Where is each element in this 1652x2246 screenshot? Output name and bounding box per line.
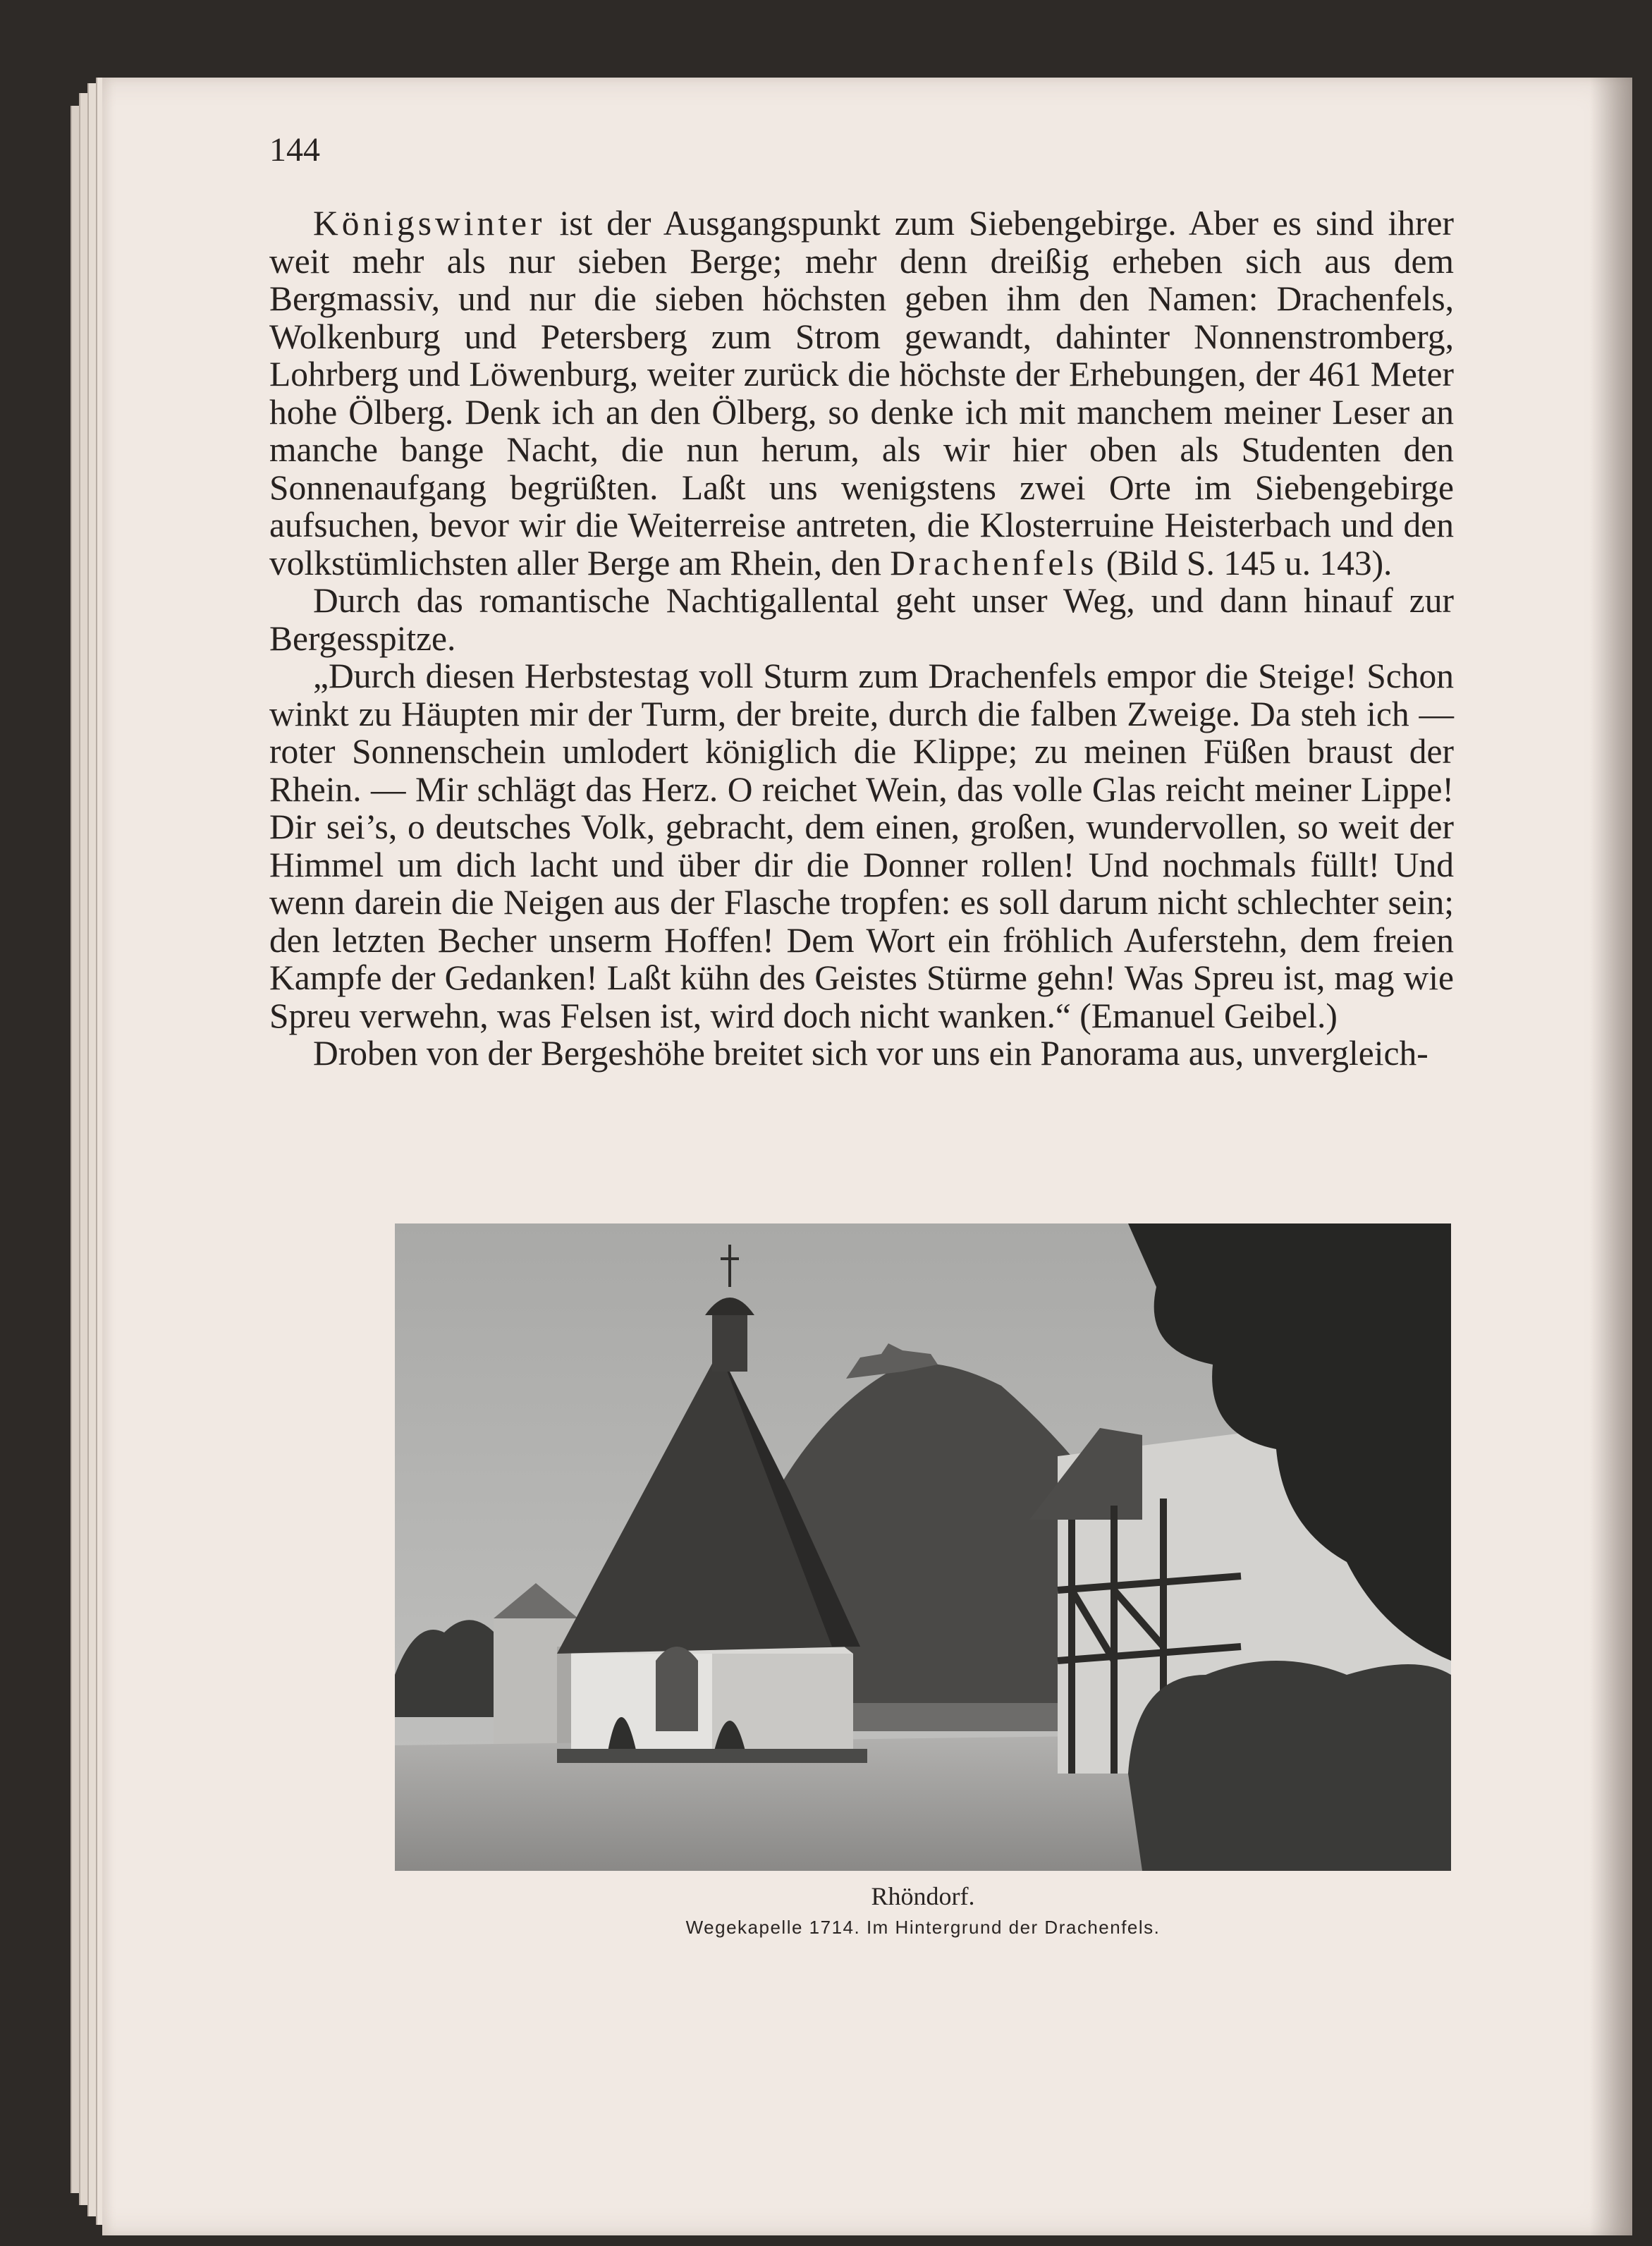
emphasized-term: Drachenfels — [890, 543, 1098, 582]
paragraph-text: (Bild S. 145 u. 143). — [1097, 543, 1393, 582]
book-spine-shadow — [1590, 78, 1632, 2235]
emphasized-term: Königswinter — [313, 204, 546, 243]
paragraph-text: „Durch diesen Herbstestag voll Sturm zum Drachenfels empor die Steige! Schon winkt zu Häupten mir der Turm, der breite, durch die falben Zweige. Da steh ich — roter Sonnenschein umlodert königlich die Klippe; zu meinen Füßen braust der Rhein. — Mir schlägt das Herz. O reichet Wein, das volle Glas reicht meiner Lippe! Dir sei’s, o deutsches Volk, gebracht, dem einen, großen, wundervollen, so weit der Himmel um dich lacht und über dir die Donner rollen! Und nochmals füllt! Und wenn darein die Neigen aus der Flasche tropfen: es soll darum nicht schlechter sein; den letzten Becher unserm Hoffen! Dem Wort ein fröhlich Auferstehn, dem freien Kampfe der Gedanken! Laßt kühn des Geistes Stürme gehn! Was Spreu ist, mag wie Spreu verwehn, was Felsen ist, wird doch nicht wanken.“ (Emanuel Geibel.) — [269, 657, 1454, 1035]
figure-caption-title: Rhöndorf. — [871, 1882, 975, 1910]
paragraph — [269, 657, 1454, 1034]
body-text — [269, 205, 1454, 1073]
chapel-photo-illustration — [395, 1223, 1451, 1871]
paragraph-text: Durch das romantische Nachtigallental geht unser Weg, und dann hinauf zur Bergesspitze. — [269, 581, 1454, 658]
paragraph — [269, 582, 1454, 657]
paragraph — [269, 205, 1454, 582]
paragraph — [269, 1034, 1454, 1073]
page-number: 144 — [269, 131, 320, 169]
photo-rhoendorf-chapel — [395, 1223, 1451, 1871]
figure-caption-subtitle: Wegekapelle 1714. Im Hintergrund der Drachenfels. — [685, 1917, 1161, 1938]
paragraph-text: ist der Ausgangspunkt zum Siebengebirge. Aber es sind ihrer weit mehr als nur sieben Berge; mehr denn dreißig erheben sich aus dem Bergmassiv, und nur die sieben höchsten geben ihm den Namen: Drachenfels, Wolkenburg und Petersberg zum Strom gewandt, dahinter Nonnenstromberg, Lohrberg und Löwenburg, weiter zurück die höchste der Erhebungen, der 461 Meter hohe Ölberg. Denk ich an den Ölberg, so denke ich mit manchem meiner Leser an manche bange Nacht, die nun herum, als wir hier oben als Studenten den Sonnenaufgang begrüßten. Laßt uns wenigstens zwei Orte im Siebengebirge aufsuchen, bevor wir die Weiterreise antreten, die Klosterruine Heisterbach und den volkstümlichsten aller Berge am Rhein, den — [269, 204, 1454, 582]
paragraph-text: Droben von der Bergeshöhe breitet sich vor uns ein Panorama aus, unvergleich- — [313, 1034, 1428, 1073]
